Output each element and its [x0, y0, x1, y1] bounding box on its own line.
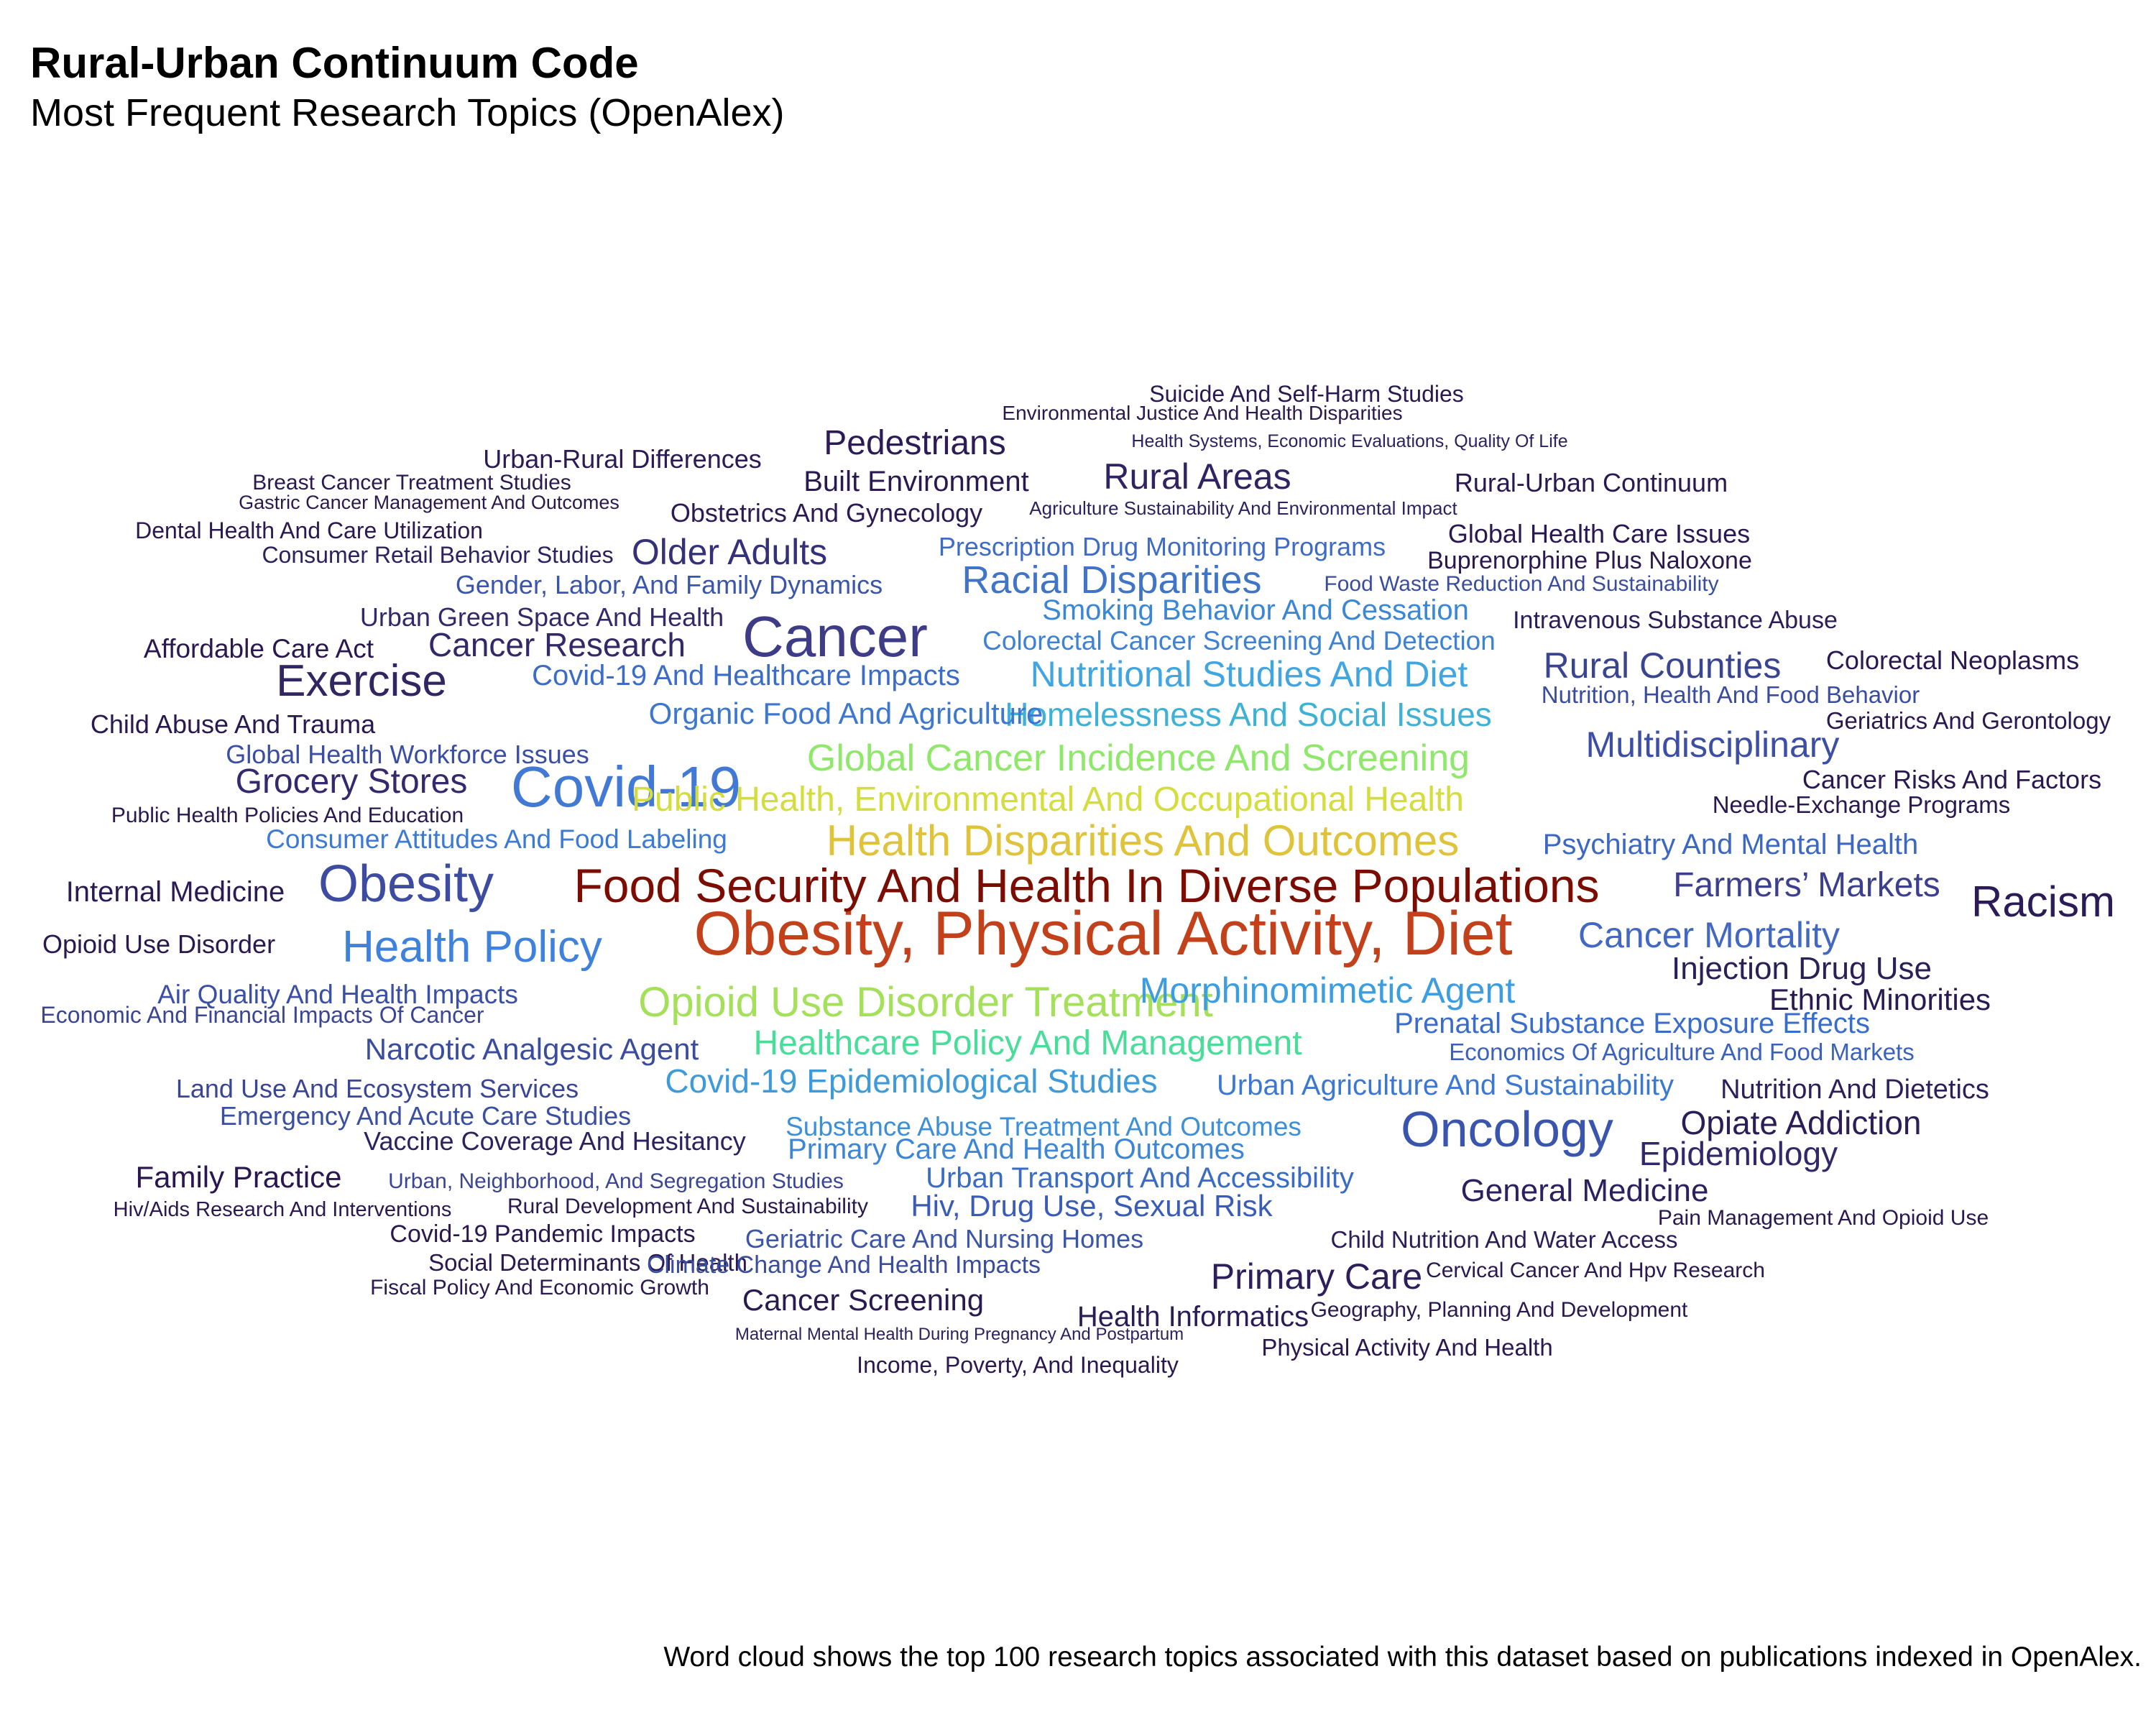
word-pain-management-and-opioid-use: Pain Management And Opioid Use	[1657, 1206, 1989, 1230]
word-homelessness-and-social-issues: Homelessness And Social Issues	[1005, 696, 1492, 733]
word-covid-19-pandemic-impacts: Covid-19 Pandemic Impacts	[390, 1220, 696, 1248]
word-dental-health-and-care-utilization: Dental Health And Care Utilization	[135, 518, 483, 543]
word-urban-transport-and-accessibility: Urban Transport And Accessibility	[926, 1162, 1354, 1194]
word-ethnic-minorities: Ethnic Minorities	[1769, 983, 1991, 1016]
word-suicide-and-self-harm-studies: Suicide And Self-Harm Studies	[1149, 381, 1464, 407]
word-family-practice: Family Practice	[135, 1160, 342, 1194]
word-food-waste-reduction-and-sustainability: Food Waste Reduction And Sustainability	[1324, 572, 1719, 596]
word-rural-areas: Rural Areas	[1103, 456, 1291, 497]
word-gender-labor-and-family-dynamics: Gender, Labor, And Family Dynamics	[455, 570, 883, 599]
word-child-abuse-and-trauma: Child Abuse And Trauma	[90, 709, 376, 739]
word-narcotic-analgesic-agent: Narcotic Analgesic Agent	[364, 1032, 699, 1066]
word-child-nutrition-and-water-access: Child Nutrition And Water Access	[1330, 1226, 1678, 1253]
word-racism: Racism	[1971, 878, 2116, 926]
word-rural-urban-continuum: Rural-Urban Continuum	[1454, 468, 1728, 497]
word-emergency-and-acute-care-studies: Emergency And Acute Care Studies	[219, 1101, 632, 1131]
word-nutritional-studies-and-diet: Nutritional Studies And Diet	[1030, 654, 1468, 694]
chart-caption: Word cloud shows the top 100 research topics associated with this dataset based on publications indexed in OpenAlex.	[663, 1642, 2142, 1673]
word-intravenous-substance-abuse: Intravenous Substance Abuse	[1513, 607, 1838, 634]
word-urban-rural-differences: Urban-Rural Differences	[483, 444, 762, 474]
word-urban-neighborhood-and-segregation-studies: Urban, Neighborhood, And Segregation Studies	[388, 1169, 844, 1193]
word-air-quality-and-health-impacts: Air Quality And Health Impacts	[157, 980, 518, 1009]
word-opioid-use-disorder-treatment: Opioid Use Disorder Treatment	[638, 979, 1213, 1026]
word-consumer-retail-behavior-studies: Consumer Retail Behavior Studies	[262, 542, 614, 568]
word-psychiatry-and-mental-health: Psychiatry And Mental Health	[1542, 829, 1919, 860]
chart-title: Rural-Urban Continuum Code	[30, 39, 639, 87]
word-primary-care-and-health-outcomes: Primary Care And Health Outcomes	[788, 1133, 1245, 1165]
word-farmers-markets: Farmers’ Markets	[1673, 866, 1940, 904]
word-economic-and-financial-impacts-of-cancer: Economic And Financial Impacts Of Cancer	[40, 1002, 484, 1028]
word-smoking-behavior-and-cessation: Smoking Behavior And Cessation	[1042, 594, 1469, 626]
word-substance-abuse-treatment-and-outcomes: Substance Abuse Treatment And Outcomes	[786, 1112, 1302, 1141]
word-oncology: Oncology	[1401, 1101, 1613, 1157]
word-colorectal-neoplasms: Colorectal Neoplasms	[1825, 645, 2080, 675]
word-urban-green-space-and-health: Urban Green Space And Health	[359, 602, 724, 632]
word-rural-counties: Rural Counties	[1543, 645, 1782, 686]
word-geriatric-care-and-nursing-homes: Geriatric Care And Nursing Homes	[745, 1224, 1144, 1254]
word-hiv-drug-use-sexual-risk: Hiv, Drug Use, Sexual Risk	[911, 1189, 1273, 1223]
word-opioid-use-disorder: Opioid Use Disorder	[42, 929, 276, 959]
word-global-health-care-issues: Global Health Care Issues	[1447, 519, 1751, 548]
word-racial-disparities: Racial Disparities	[962, 558, 1262, 602]
word-obesity: Obesity	[318, 855, 494, 913]
word-covid-19-and-healthcare-impacts: Covid-19 And Healthcare Impacts	[532, 660, 960, 691]
word-multidisciplinary: Multidisciplinary	[1585, 724, 1840, 765]
word-injection-drug-use: Injection Drug Use	[1672, 951, 1932, 986]
word-cancer-mortality: Cancer Mortality	[1578, 915, 1840, 955]
word-opiate-addiction: Opiate Addiction	[1680, 1104, 1922, 1141]
word-health-policy: Health Policy	[342, 922, 602, 972]
word-agriculture-sustainability-and-environmental-impact: Agriculture Sustainability And Environmental Impact	[1029, 497, 1457, 519]
word-cancer-risks-and-factors: Cancer Risks And Factors	[1802, 765, 2102, 794]
word-morphinomimetic-agent: Morphinomimetic Agent	[1139, 970, 1516, 1011]
word-internal-medicine: Internal Medicine	[65, 876, 285, 908]
word-vaccine-coverage-and-hesitancy: Vaccine Coverage And Hesitancy	[364, 1126, 746, 1156]
word-covid-19: Covid-19	[510, 755, 742, 819]
word-gastric-cancer-management-and-outcomes: Gastric Cancer Management And Outcomes	[239, 492, 619, 513]
word-climate-change-and-health-impacts: Climate Change And Health Impacts	[646, 1251, 1041, 1279]
word-nutrition-health-and-food-behavior: Nutrition, Health And Food Behavior	[1541, 681, 1920, 708]
word-affordable-care-act: Affordable Care Act	[143, 634, 374, 663]
word-primary-care: Primary Care	[1210, 1256, 1423, 1297]
word-cancer: Cancer	[742, 604, 928, 668]
word-grocery-stores: Grocery Stores	[235, 763, 468, 801]
word-geography-planning-and-development: Geography, Planning And Development	[1310, 1298, 1688, 1322]
word-health-informatics: Health Informatics	[1077, 1301, 1309, 1333]
word-nutrition-and-dietetics: Nutrition And Dietetics	[1720, 1075, 1989, 1105]
word-pedestrians: Pedestrians	[824, 424, 1006, 462]
word-prescription-drug-monitoring-programs: Prescription Drug Monitoring Programs	[938, 532, 1386, 561]
word-obstetrics-and-gynecology: Obstetrics And Gynecology	[670, 498, 983, 528]
word-maternal-mental-health-during-pregnancy-and-postpartum: Maternal Mental Health During Pregnancy And Postpartum	[734, 1325, 1184, 1344]
word-cancer-screening: Cancer Screening	[742, 1283, 985, 1317]
word-colorectal-cancer-screening-and-detection: Colorectal Cancer Screening And Detection	[982, 626, 1496, 656]
word-global-health-workforce-issues: Global Health Workforce Issues	[226, 740, 589, 769]
word-covid-19-epidemiological-studies: Covid-19 Epidemiological Studies	[665, 1062, 1158, 1100]
word-urban-agriculture-and-sustainability: Urban Agriculture And Sustainability	[1217, 1070, 1674, 1101]
word-rural-development-and-sustainability: Rural Development And Sustainability	[507, 1195, 868, 1218]
word-social-determinants-of-health: Social Determinants Of Health	[428, 1249, 747, 1276]
word-cervical-cancer-and-hpv-research: Cervical Cancer And Hpv Research	[1426, 1259, 1765, 1282]
word-epidemiology: Epidemiology	[1639, 1135, 1838, 1172]
word-physical-activity-and-health: Physical Activity And Health	[1261, 1334, 1553, 1361]
word-food-security-and-health-in-diverse-populations: Food Security And Health In Diverse Populations	[573, 859, 1600, 912]
chart-subtitle: Most Frequent Research Topics (OpenAlex)	[30, 91, 785, 134]
word-global-cancer-incidence-and-screening: Global Cancer Incidence And Screening	[806, 737, 1470, 779]
word-cancer-research: Cancer Research	[428, 626, 686, 663]
word-breast-cancer-treatment-studies: Breast Cancer Treatment Studies	[252, 471, 571, 494]
word-fiscal-policy-and-economic-growth: Fiscal Policy And Economic Growth	[370, 1276, 709, 1300]
word-prenatal-substance-exposure-effects: Prenatal Substance Exposure Effects	[1394, 1008, 1870, 1039]
word-income-poverty-and-inequality: Income, Poverty, And Inequality	[857, 1352, 1179, 1378]
word-healthcare-policy-and-management: Healthcare Policy And Management	[753, 1024, 1302, 1062]
word-needle-exchange-programs: Needle-Exchange Programs	[1712, 791, 2011, 818]
word-public-health-environmental-and-occupational-health: Public Health, Environmental And Occupational Health	[632, 781, 1464, 819]
word-older-adults: Older Adults	[631, 532, 828, 572]
word-public-health-policies-and-education: Public Health Policies And Education	[111, 804, 464, 827]
word-health-systems-economic-evaluations-quality-of-life: Health Systems, Economic Evaluations, Quality Of Life	[1131, 431, 1568, 451]
word-health-disparities-and-outcomes: Health Disparities And Outcomes	[826, 816, 1460, 865]
word-obesity-physical-activity-diet: Obesity, Physical Activity, Diet	[694, 899, 1513, 968]
word-environmental-justice-and-health-disparities: Environmental Justice And Health Disparities	[1002, 402, 1403, 424]
word-organic-food-and-agriculture: Organic Food And Agriculture	[648, 696, 1044, 730]
word-general-medicine: General Medicine	[1460, 1173, 1709, 1208]
word-buprenorphine-plus-naloxone: Buprenorphine Plus Naloxone	[1427, 547, 1752, 574]
word-exercise: Exercise	[276, 656, 447, 706]
word-land-use-and-ecosystem-services: Land Use And Ecosystem Services	[175, 1074, 579, 1103]
word-economics-of-agriculture-and-food-markets: Economics Of Agriculture And Food Markets	[1449, 1039, 1915, 1065]
word-built-environment: Built Environment	[803, 466, 1029, 497]
word-hiv-aids-research-and-interventions: Hiv/Aids Research And Interventions	[113, 1198, 452, 1221]
word-geriatrics-and-gerontology: Geriatrics And Gerontology	[1825, 707, 2111, 734]
word-consumer-attitudes-and-food-labeling: Consumer Attitudes And Food Labeling	[266, 824, 727, 854]
